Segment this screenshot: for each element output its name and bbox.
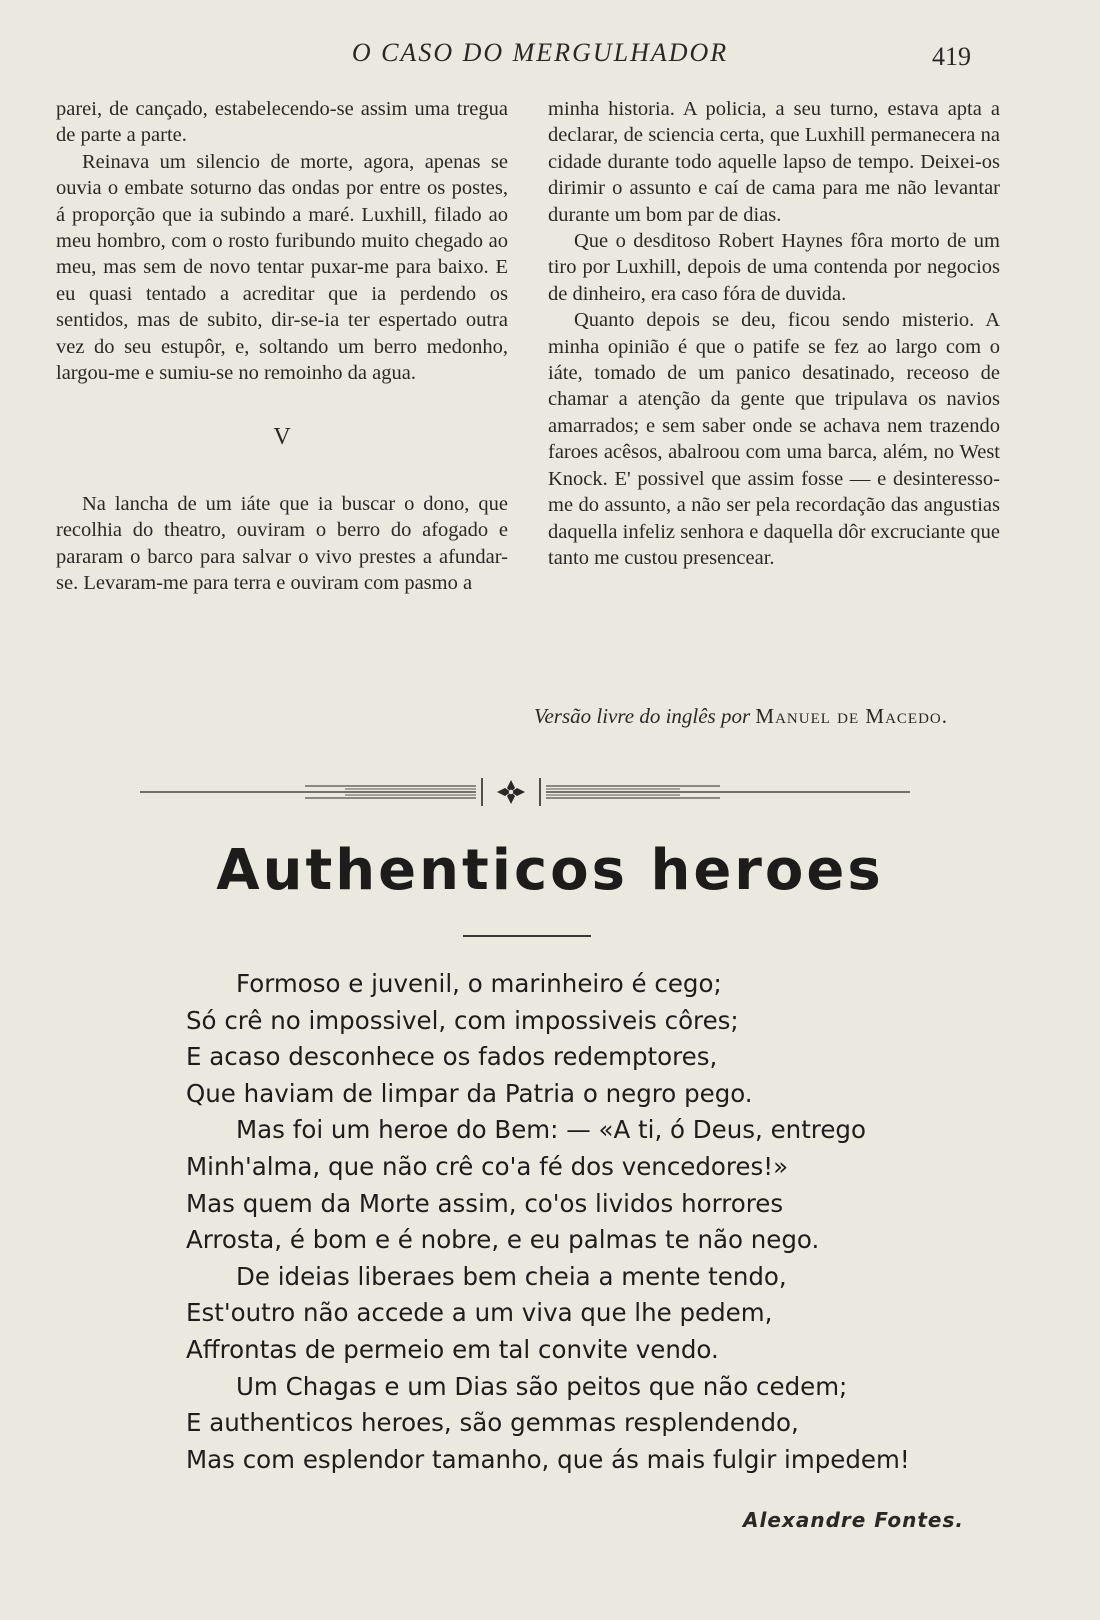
poem-line: De ideias liberaes bem cheia a mente tendo, [236, 1261, 787, 1291]
poem-line: Mas quem da Morte assim, co'os lividos horrores [186, 1188, 784, 1218]
poem-line: Um Chagas e um Dias são peitos que não cedem; [236, 1371, 848, 1401]
translation-credit [534, 704, 948, 729]
poem-line: Est'outro não accede a um viva que lhe pedem, [186, 1298, 773, 1328]
poem-body [186, 966, 1006, 1478]
paragraph: Que o desditoso Robert Haynes fôra morto de um tiro por Luxhill, depois de uma contenda por negocios de dinheiro, era caso fóra de duvida. [548, 230, 1000, 305]
paragraph: minha historia. A policia, a seu turno, estava apta a declarar, de sciencia certa, que Luxhill permanecera na cidade durante todo aquelle lapso de tempo. Deixei-os dirimir o assunto e caí de cama para me não levantar durante um bom par de dias. [548, 98, 1000, 226]
paragraph: Quanto depois se deu, ficou sendo misterio. A minha opinião é que o patife se fez ao largo com o iáte, tomado de um panico desatinado, receoso de chamar a atenção da gente que tripulava os navios amarrados; e sem saber onde se achava nem trazendo faroes acêsos, abalroou com uma barca, além, no West Knock. E' possivel que assim fosse — e desinteresso-me do assunto, a não ser pela recordação das angustias daquella infeliz senhora e daquella dôr excruciante que tanto me custou presencear. [548, 309, 1000, 569]
title-rule [463, 935, 591, 937]
poem-line: Minh'alma, que não crê co'a fé dos vencedores!» [186, 1151, 789, 1181]
poem-line: E authenticos heroes, são gemmas resplendendo, [186, 1408, 799, 1438]
poem-line: Formoso e juvenil, o marinheiro é cego; [236, 969, 722, 998]
translator-name: Manuel de Macedo. [755, 704, 948, 728]
poem-line: Mas foi um heroe do Bem: — «A ti, ó Deus, entrego [236, 1115, 866, 1145]
poem-line: E acaso desconhece os fados redemptores, [186, 1042, 718, 1072]
poem-line: Mas com esplendor tamanho, que ás mais fulgir impedem! [186, 1444, 910, 1474]
poem-line: Que haviam de limpar da Patria o negro pego. [186, 1078, 753, 1108]
credit-prefix: Versão livre do inglês por [533, 704, 751, 728]
paragraph: parei, de cançado, estabelecendo-se assim uma tregua de parte a parte. [56, 98, 508, 147]
ornamental-divider [140, 772, 910, 812]
right-column [548, 96, 1000, 571]
poem-author: Alexandre Fontes. [743, 1508, 964, 1532]
poem-title: Authenticos heroes [216, 838, 884, 903]
paragraph: Reinava um silencio de morte, agora, apenas se ouvia o embate soturno das ondas por entre os postes, á proporção que ia subindo a maré. Luxhill, filado ao meu hombro, com o rosto furibundo muito chegado ao meu, mas sem de novo tentar puxar-me para baixo. E eu quasi tentado a acreditar que ia perdendo os sentidos, mas de subito, dir-se-ia ter espertado outra vez do seu estupôr, e, soltando um berro medonho, largou-me e sumiu-se no remoinho da agua. [56, 150, 508, 385]
running-title: O CASO DO MERGULHADOR [351, 38, 729, 67]
paragraph: Na lancha de um iáte que ia buscar o dono, que recolhia do theatro, ouviram o berro do afogado e pararam o barco para salvar o vivo prestes a afundar-se. Levaram-me para terra e ouviram com pasmo a [56, 492, 508, 595]
poem-line: Só crê no impossivel, com impossiveis côres; [186, 1005, 739, 1035]
page-number: 419 [932, 42, 971, 71]
flower-icon [497, 780, 525, 804]
poem-line: Affrontas de permeio em tal convite vendo. [186, 1334, 719, 1364]
section-number: V [273, 424, 291, 451]
left-column [56, 96, 508, 597]
poem-line: Arrosta, é bom e é nobre, e eu palmas te não nego. [186, 1225, 820, 1255]
